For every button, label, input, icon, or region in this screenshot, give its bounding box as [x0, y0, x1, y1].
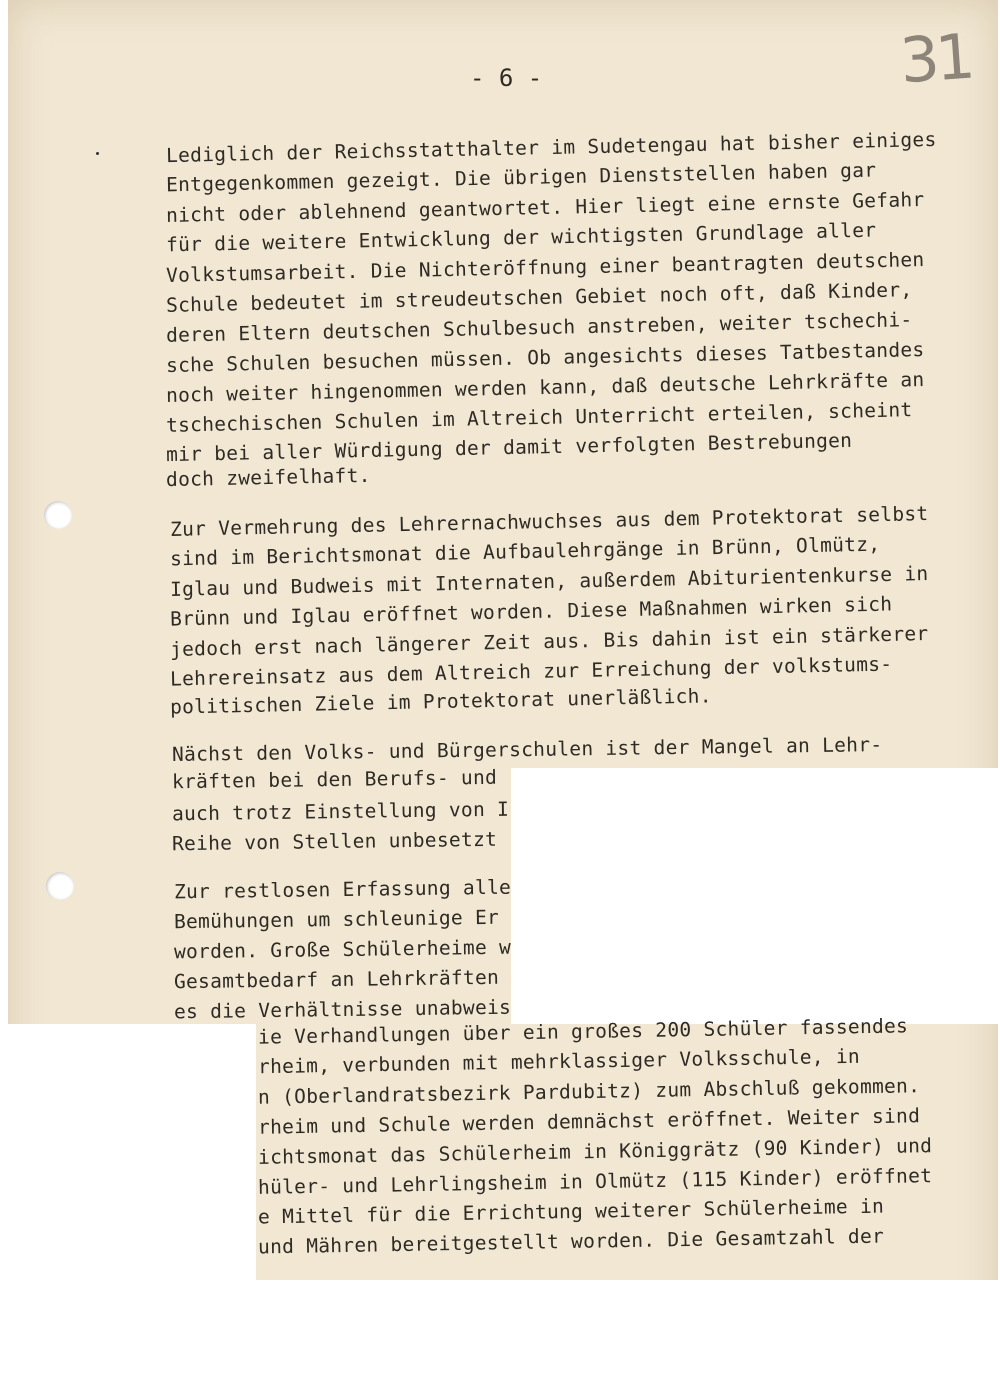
text-line: tschechischen Schulen im Altreich Unterricht erteilen, scheint — [165, 398, 913, 437]
text-line: Entgegenkommen gezeigt. Die übrigen Dienststellen haben gar — [165, 158, 877, 197]
text-line: auch trotz Einstellung von I — [171, 797, 510, 826]
text-line: n (Oberlandratsbezirk Pardubitz) zum Abschluß gekommen. — [257, 1074, 921, 1109]
text-line: sind im Berichtsmonat die Aufbaulehrgänge in Brünn, Olmütz, — [169, 532, 881, 571]
redaction-block-bottom — [256, 1280, 1000, 1386]
text-line: Schule bedeutet im streudeutschen Gebiet noch oft, daß Kinder, — [165, 278, 913, 317]
ink-speck — [96, 152, 99, 155]
text-line: worden. Große Schülerheime w — [173, 935, 512, 964]
text-line: Brünn und Iglau eröffnet worden. Diese Maßnahmen wirken sich — [169, 592, 893, 631]
text-line: Volkstumsarbeit. Die Nichteröffnung einer beantragten deutschen — [165, 248, 925, 287]
text-line: sche Schulen besuchen müssen. Ob angesichts dieses Tatbestandes — [165, 338, 925, 377]
punch-hole-bottom — [46, 872, 74, 900]
text-line: nicht oder ablehnend geantwortet. Hier liegt eine ernste Gefahr — [165, 188, 925, 227]
redaction-block-left — [0, 1024, 256, 1386]
text-line: Iglau und Budweis mit Internaten, außerdem Abiturientenkurse in — [169, 562, 929, 601]
text-line: mir bei aller Würdigung der damit verfolgten Bestrebungen — [165, 428, 853, 467]
text-line: und Mähren bereitgestellt worden. Die Gesamtzahl der — [257, 1224, 885, 1259]
text-line: e Mittel für die Errichtung weiterer Schülerheime in — [257, 1194, 885, 1229]
archive-number: 31 — [897, 19, 974, 98]
text-line: doch zweifelhaft. — [165, 463, 371, 492]
text-line: Bemühungen um schleunige Er — [173, 905, 500, 934]
punch-hole-top — [44, 501, 72, 529]
text-line: für die weitere Entwicklung der wichtigsten Grundlage aller — [165, 218, 877, 257]
text-line: politischen Ziele im Protektorat unerläßlich. — [169, 684, 712, 719]
text-line: Lediglich der Reichsstatthalter im Sudetengau hat bisher einiges — [165, 127, 937, 168]
text-line: deren Eltern deutschen Schulbesuch anstreben, weiter tschechi- — [165, 308, 913, 347]
text-line: rheim und Schule werden demnächst eröffnet. Weiter sind — [257, 1104, 921, 1139]
text-line: Lehrereinsatz aus dem Altreich zur Erreichung der volkstums- — [169, 652, 893, 691]
page-number: - 6 - — [470, 64, 543, 92]
text-line: Reihe von Stellen unbesetzt — [171, 827, 498, 856]
text-line: kräften bei den Berufs- und — [171, 765, 498, 794]
text-line: jedoch erst nach längerer Zeit aus. Bis dahin ist ein stärkerer — [169, 622, 929, 661]
text-line: Zur Vermehrung des Lehrernachwuchses aus dem Protektorat selbst — [169, 502, 929, 541]
text-line: es die Verhältnisse unabweis — [173, 995, 512, 1024]
text-line: noch weiter hingenommen werden kann, daß deutsche Lehrkräfte an — [165, 368, 925, 407]
text-line: Zur restlosen Erfassung alle — [173, 875, 512, 904]
redaction-block-right — [511, 768, 1000, 1024]
text-line: ichtsmonat das Schülerheim in Königgrätz (90 Kinder) und — [257, 1134, 933, 1169]
text-line: Gesamtbedarf an Lehrkräften — [173, 965, 500, 994]
text-line: Nächst den Volks- und Bürgerschulen ist der Mangel an Lehr- — [171, 733, 883, 766]
text-line: hüler- und Lehrlingsheim in Olmütz (115 Kinder) eröffnet — [257, 1164, 933, 1199]
text-line: ie Verhandlungen über ein großes 200 Schüler fassendes — [257, 1014, 909, 1049]
text-line: rheim, verbunden mit mehrklassiger Volksschule, in — [257, 1044, 861, 1079]
